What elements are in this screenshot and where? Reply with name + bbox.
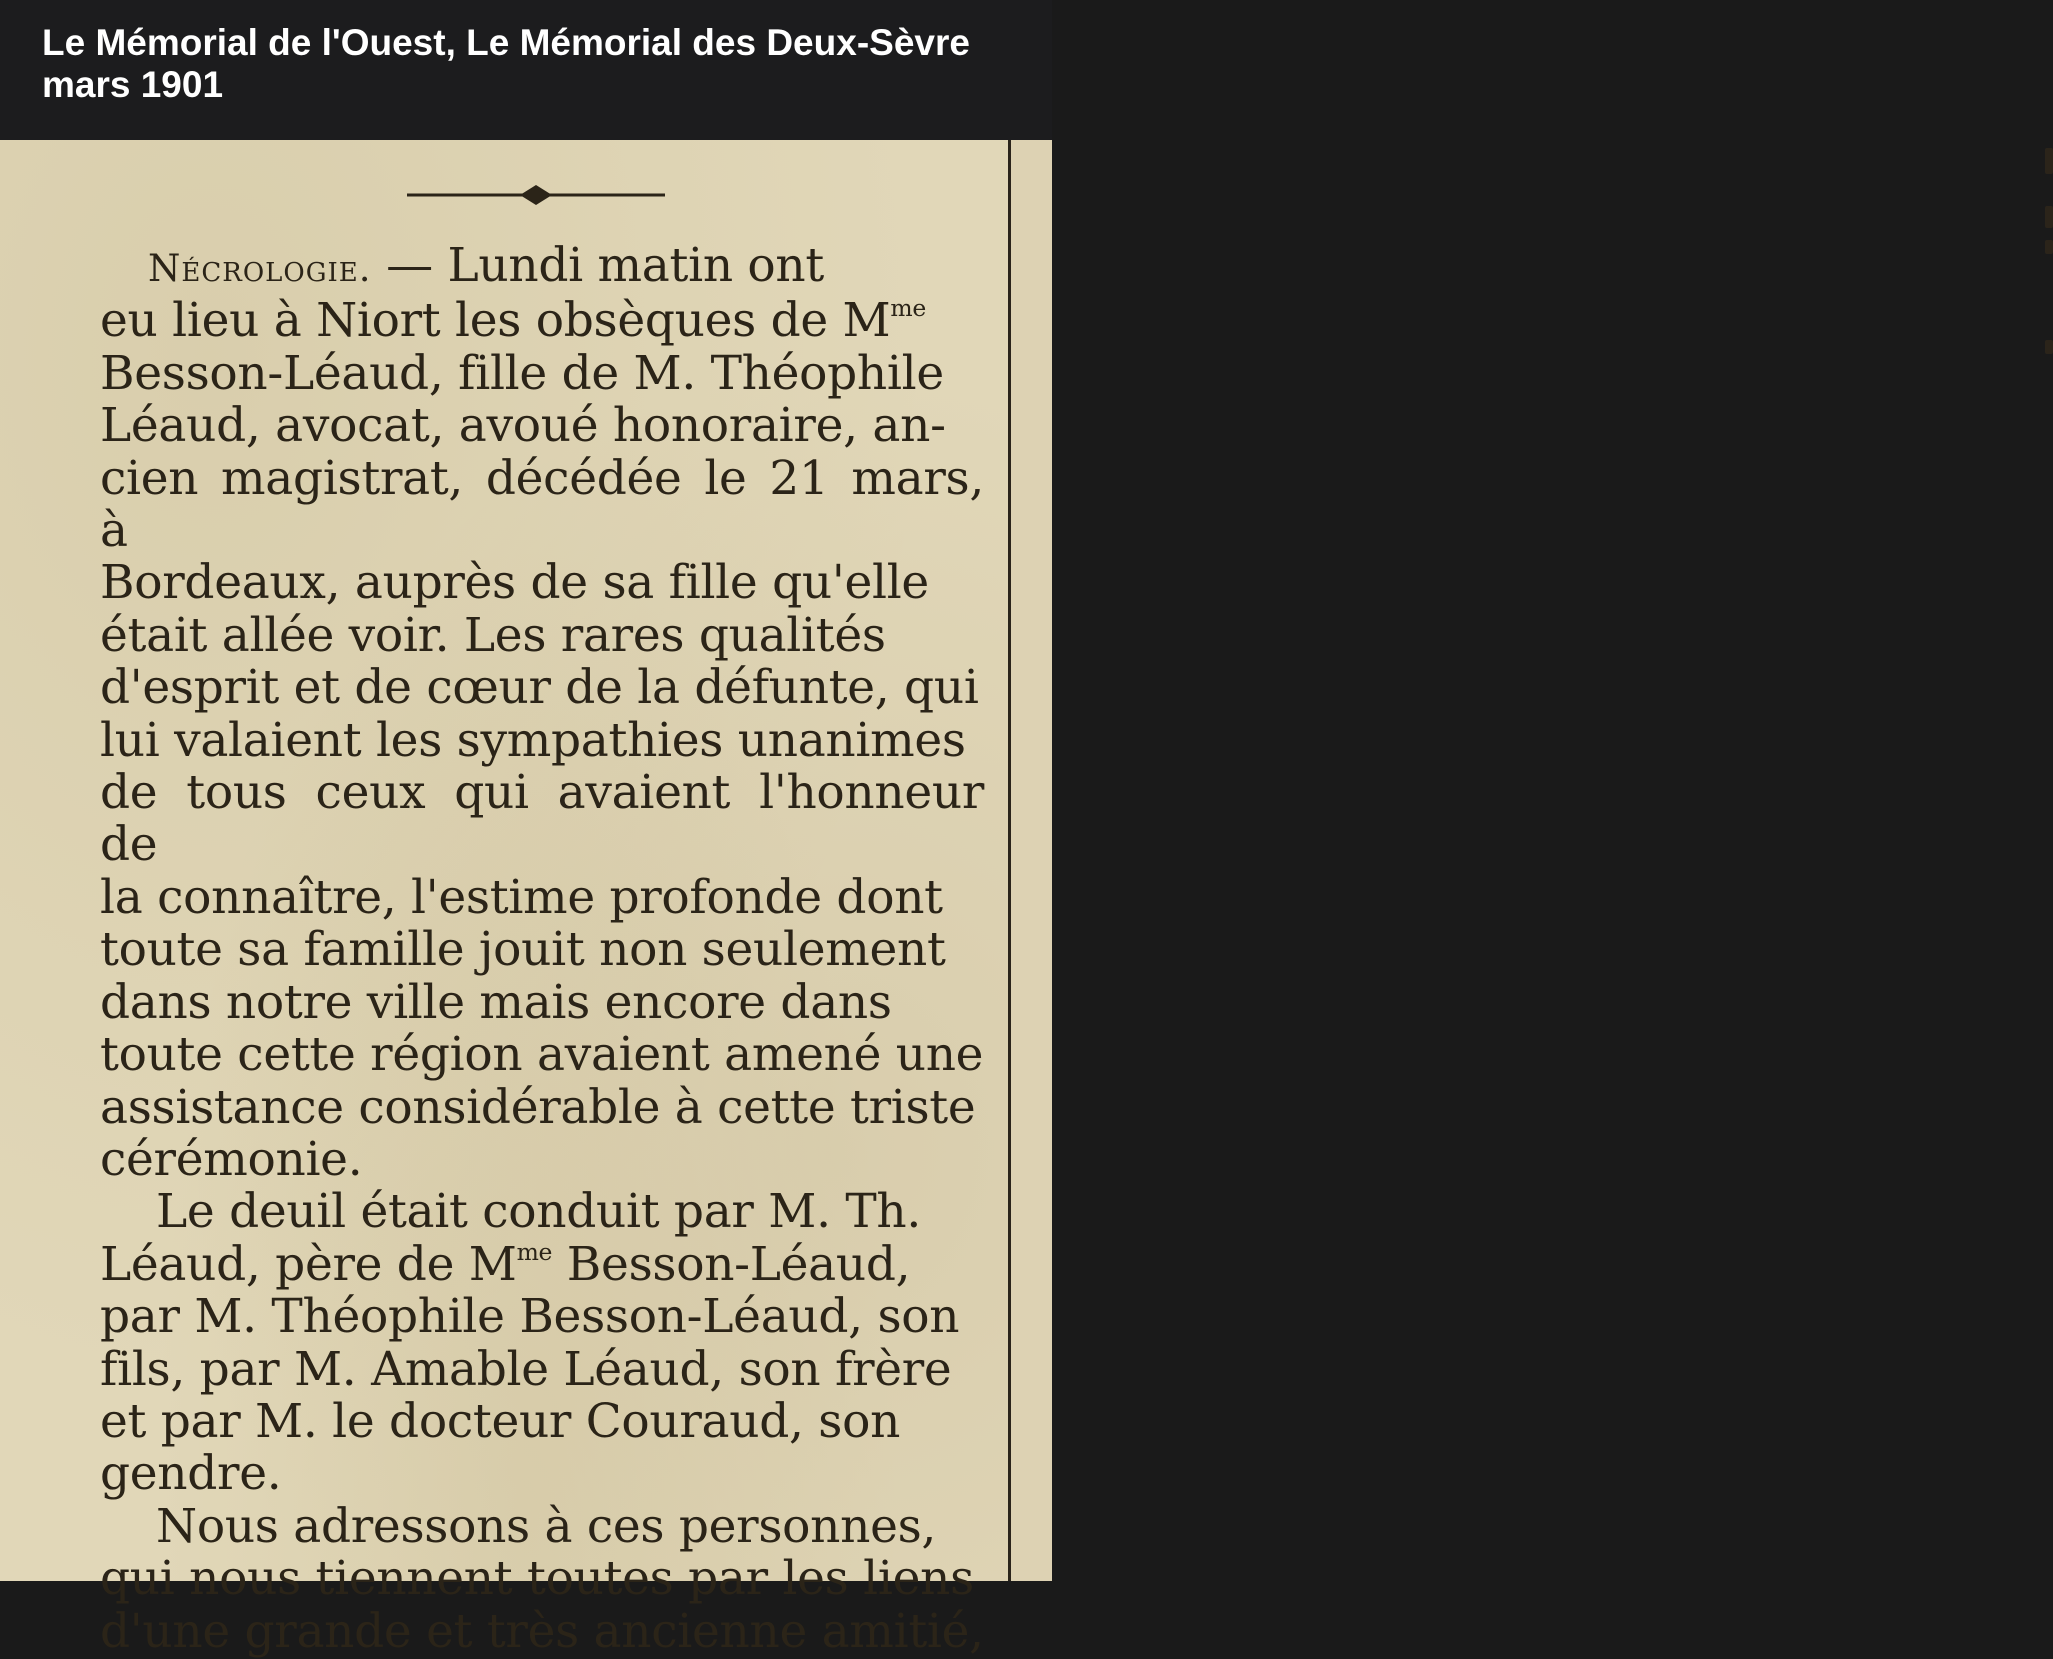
text-line: lui valaient les sympathies unanimes <box>100 712 966 768</box>
document-title-line-2: mars 1901 <box>42 64 224 105</box>
text-line: cien magistrat, décédée le 21 mars, à <box>100 450 984 559</box>
edge-glyph <box>2045 340 2053 354</box>
text-line: et par M. le docteur Couraud, son <box>100 1393 901 1449</box>
text-line: gendre. <box>100 1446 282 1502</box>
article-necrologie <box>100 240 984 1658</box>
text-line: Léaud, père de $M^{me}$ Besson-Léaud, <box>100 1236 911 1292</box>
edge-glyph <box>2045 240 2053 254</box>
text-line: qui nous tiennent toutes par les liens <box>100 1551 974 1607</box>
edge-glyph <box>2045 148 2053 174</box>
article-paragraph-3 <box>100 1498 984 1659</box>
text-line: la connaître, l'estime profonde dont <box>100 869 943 925</box>
text-line: dans notre ville mais encore dans <box>100 974 892 1030</box>
text-line: toute cette région avaient amené une <box>100 1027 984 1083</box>
text-line: assistance considérable à cette triste <box>100 1079 976 1135</box>
text-line: d'une grande et très ancienne amitié, <box>100 1603 984 1659</box>
text-line: fils, par M. Amable Léaud, son frère <box>100 1341 952 1397</box>
text-line: cérémonie. <box>100 1131 363 1187</box>
edge-glyph <box>2045 206 2053 228</box>
newspaper-scan <box>0 140 1052 1659</box>
text-line: Le deuil était conduit par M. Th. <box>156 1184 922 1240</box>
section-heading: Nécrologie. <box>148 247 372 290</box>
text-line: Besson-Léaud, fille de M. Théophile <box>100 345 944 401</box>
document-title-line-1: Le Mémorial de l'Ouest, Le Mémorial des Deux-Sèvre <box>42 22 970 63</box>
text-line: par M. Théophile Besson-Léaud, son <box>100 1289 960 1345</box>
adjacent-column-edge <box>1011 140 1052 1581</box>
text-line: Bordeaux, auprès de sa fille qu'elle <box>100 555 929 611</box>
text-line: Léaud, avocat, avoué honoraire, an- <box>100 398 946 454</box>
text-line: d'esprit et de cœur de la défunte, qui <box>100 660 979 716</box>
article-paragraph-2 <box>100 1186 984 1500</box>
document-title-bar <box>0 0 1052 140</box>
text-line: eu lieu à Niort les obsèques de $M^{me}$ <box>100 293 926 349</box>
text-line: toute sa famille jouit non seulement <box>100 922 946 978</box>
text-line: Nécrologie. — Lundi matin ont <box>148 238 824 293</box>
ornament-rule-icon <box>405 180 667 210</box>
text-line: Nous adressons à ces personnes, <box>156 1498 937 1554</box>
text-line: était allée voir. Les rares qualités <box>100 607 886 663</box>
text-line: de tous ceux qui avaient l'honneur de <box>100 765 984 873</box>
article-paragraph-1 <box>100 240 984 1186</box>
